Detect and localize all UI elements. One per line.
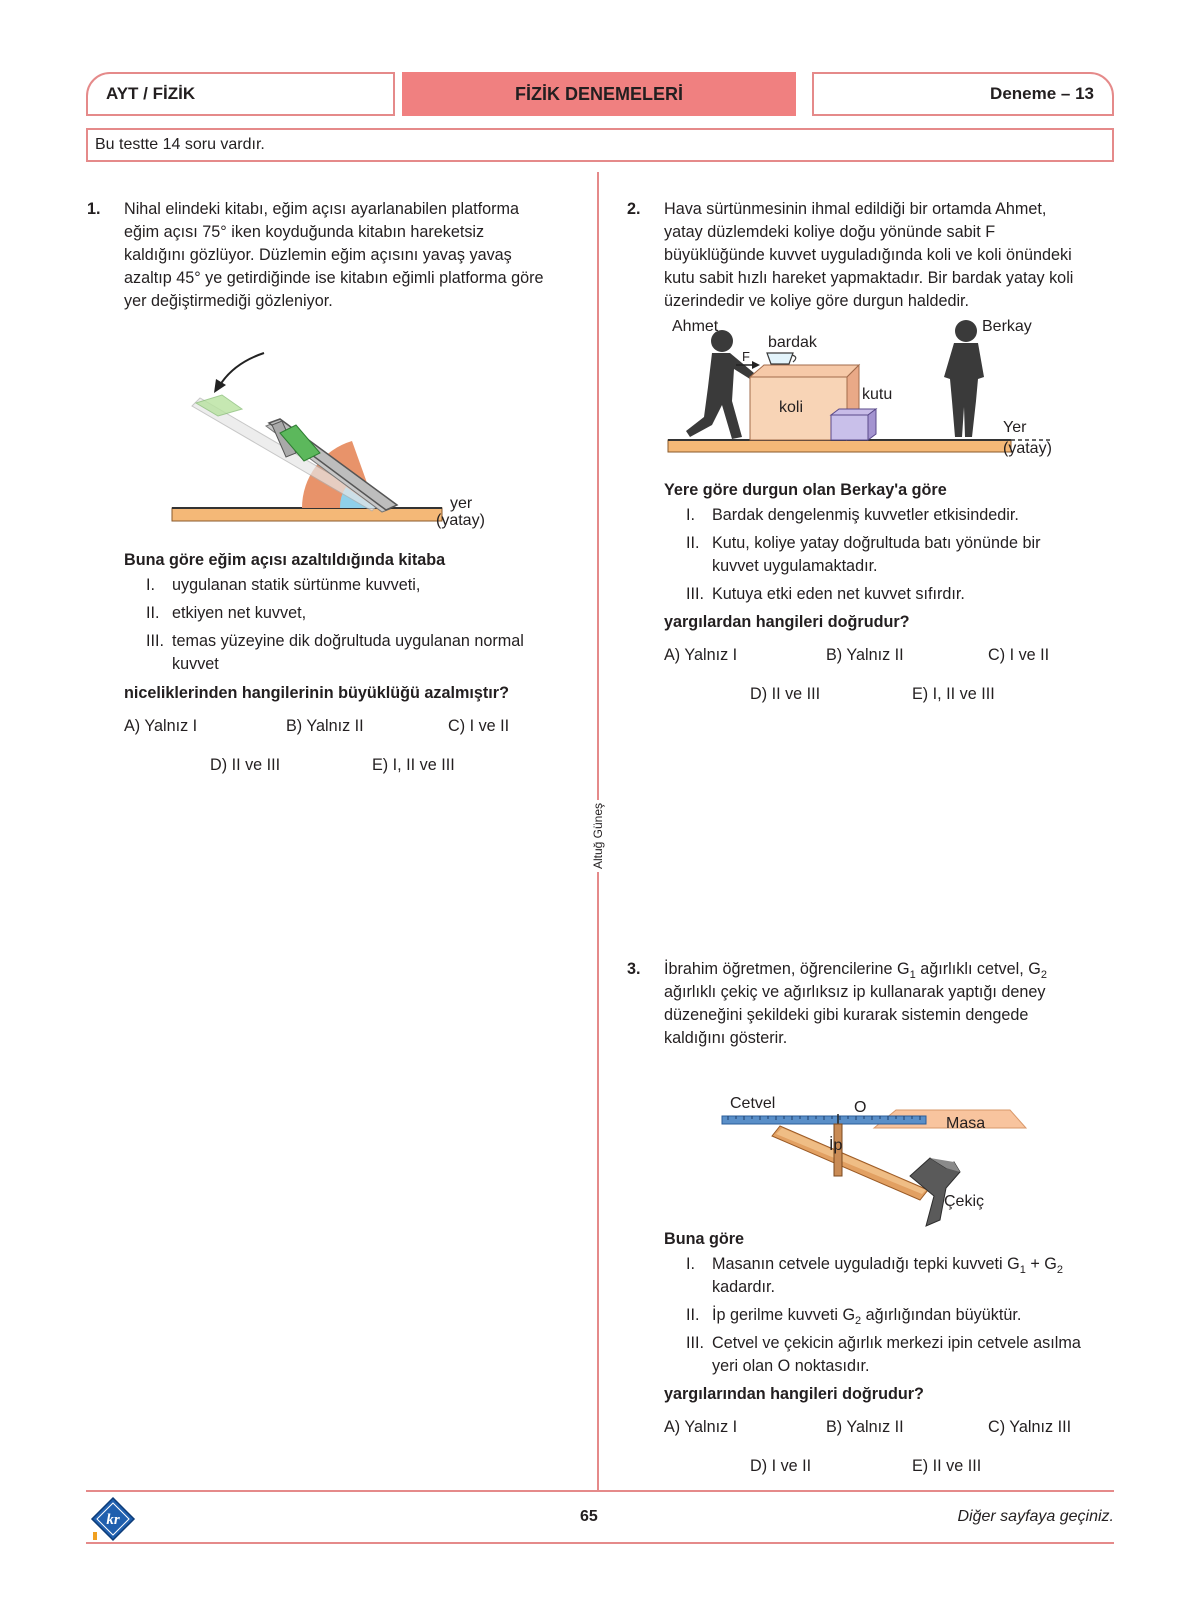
question-number: 2. xyxy=(627,200,641,218)
ground-label: Yer xyxy=(1003,419,1027,436)
statement-item: I. Bardak dengelenmiş kuvvetler etkisindedir. xyxy=(686,506,1019,524)
ip-label: İp xyxy=(829,1137,843,1154)
cetvel-label: Cetvel xyxy=(730,1095,776,1112)
question-lead: Buna göre xyxy=(664,1230,745,1248)
test-notice: Bu testte 14 soru vardır. xyxy=(86,128,1114,162)
ahmet-label: Ahmet xyxy=(672,318,719,335)
question-prompt: yargılarından hangileri doğrudur? xyxy=(664,1385,924,1403)
statement-item: II. İp gerilme kuvveti $G_2$ ağırlığından büyüktür. xyxy=(686,1306,1022,1328)
statement-item: I. Masanın cetvele uyguladığı tepki kuvveti $G_1 + G_2$ kadardır. xyxy=(686,1255,1064,1296)
cekic-label: Çekiç xyxy=(944,1193,985,1210)
statement-list xyxy=(124,574,574,676)
answer-options xyxy=(124,711,574,789)
option-c[interactable]: C) I ve II xyxy=(448,717,510,735)
option-e[interactable]: E) I, II ve III xyxy=(912,685,995,703)
question-number: 3. xyxy=(627,960,641,978)
question-stem: Hava sürtünmesinin ihmal edildiği bir ortamda Ahmet, yatay düzlemdeki koliye doğu yönünde sabit F büyüklüğünde kuvvet uyguladığında koli ve koli önündeki kutu sabit hızlı hareket yapmaktadır. Bir bardak yatay koli üzerindedir ve koliye göre durgun haldedir. xyxy=(664,200,1074,310)
ruler-hammer-figure xyxy=(664,1050,1114,1210)
option-a[interactable]: A) Yalnız I xyxy=(124,717,198,735)
next-page-note: Diğer sayfaya geçiniz. xyxy=(957,1508,1114,1525)
point-o-label: O xyxy=(854,1099,867,1116)
footer-divider xyxy=(86,1490,1114,1492)
statement-item: III. Cetvel ve çekicin ağırlık merkezi ipin cetvele asılma yeri olan O noktasıdır. xyxy=(686,1334,1081,1375)
force-label: F xyxy=(742,349,750,364)
bardak-label: bardak xyxy=(768,334,817,351)
statement-list xyxy=(664,1253,1114,1378)
question-1 xyxy=(87,198,574,789)
publisher-logo-text: kr xyxy=(106,1512,120,1528)
question-lead: Yere göre durgun olan Berkay'a göre xyxy=(664,481,947,499)
option-d[interactable]: D) II ve III xyxy=(750,685,821,703)
question-lead: Buna göre eğim açısı azaltıldığında kitaba xyxy=(124,551,446,569)
publisher-logo xyxy=(90,1496,136,1547)
statement-item: I. uygulanan statik sürtünme kuvveti, xyxy=(146,576,421,594)
option-d[interactable]: D) I ve II xyxy=(750,1457,812,1475)
exam-number: Deneme – 13 xyxy=(812,72,1114,116)
question-stem: Nihal elindeki kitabı, eğim açısı ayarlanabilen platforma eğim açısı 75° iken koyduğunda kitabın hareketsiz kaldığını gözlüyor. Düzlemin eğim açısını yavaş yavaş azaltıp 45° ye getirdiğinde ise kitabın eğimli platforma göre yer değiştirmediği gözleniyor. xyxy=(124,200,544,310)
question-prompt: niceliklerinden hangilerinin büyüklüğü azalmıştır? xyxy=(124,684,509,702)
ground-label-horizontal: (yatay) xyxy=(1003,440,1052,457)
statement-item: II. etkiyen net kuvvet, xyxy=(146,604,307,622)
option-b[interactable]: B) Yalnız II xyxy=(286,717,364,735)
statement-item: III. temas yüzeyine dik doğrultuda uygulanan normal kuvvet xyxy=(146,632,524,673)
incline-figure xyxy=(124,313,574,543)
page-number: 65 xyxy=(580,1508,598,1525)
option-c[interactable]: C) Yalnız III xyxy=(988,1418,1072,1436)
option-c[interactable]: C) I ve II xyxy=(988,646,1050,664)
exam-series-title: FİZİK DENEMELERİ xyxy=(402,72,796,116)
statement-list xyxy=(664,504,1114,606)
koli-label: koli xyxy=(779,399,804,416)
box-push-figure xyxy=(662,313,1114,473)
ground-label-horizontal: (yatay) xyxy=(436,512,485,529)
question-2 xyxy=(627,198,1114,718)
option-a[interactable]: A) Yalnız I xyxy=(664,646,738,664)
option-b[interactable]: B) Yalnız II xyxy=(826,1418,904,1436)
option-a[interactable]: A) Yalnız I xyxy=(664,1418,738,1436)
statement-item: III. Kutuya etki eden net kuvvet sıfırdır. xyxy=(686,585,965,603)
masa-label: Masa xyxy=(946,1115,986,1132)
question-number: 1. xyxy=(87,200,101,218)
option-e[interactable]: E) I, II ve III xyxy=(372,756,455,774)
answer-options xyxy=(664,640,1114,718)
exam-subject: AYT / FİZİK xyxy=(86,72,395,116)
question-3 xyxy=(627,958,1114,1490)
option-d[interactable]: D) II ve III xyxy=(210,756,281,774)
option-e[interactable]: E) II ve III xyxy=(912,1457,982,1475)
ground-label: yer xyxy=(450,495,473,512)
statement-item: II. Kutu, koliye yatay doğrultuda batı yönünde bir kuvvet uygulamaktadır. xyxy=(686,534,1041,575)
option-b[interactable]: B) Yalnız II xyxy=(826,646,904,664)
question-stem: İbrahim öğretmen, öğrencilerine $G_1$ ağırlıklı cetvel, $G_2$ ağırlıklı çekiç ve ağırlıksız ip kullanarak yaptığı deney düzeneğini şekildeki gibi kurarak sistemin dengede kaldığını gösterir. xyxy=(664,960,1047,1047)
kutu-label: kutu xyxy=(862,386,893,403)
question-prompt: yargılardan hangileri doğrudur? xyxy=(664,613,910,631)
author-credit: Altuğ Güneş xyxy=(574,800,622,872)
answer-options xyxy=(664,1412,1114,1490)
footer-divider xyxy=(86,1542,1114,1544)
berkay-label: Berkay xyxy=(982,318,1032,335)
